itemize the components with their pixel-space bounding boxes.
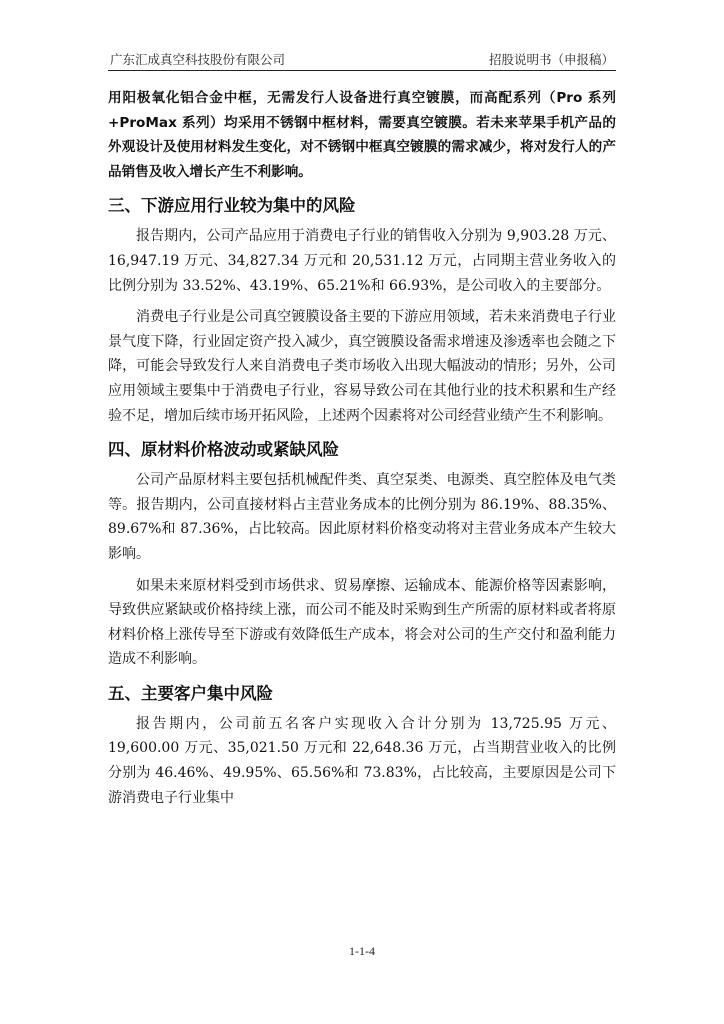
paragraph: 报告期内，公司产品应用于消费电子行业的销售收入分别为 9,903.28 万元、16,947.19 万元、34,827.34 万元和 20,531.12 万元，占同期主营业务收入的比例分别为 33.52%、43.19%、65.21%和 66.93%，是公司收入的主要部分。 bbox=[108, 228, 616, 294]
paragraph: 消费电子行业是公司真空镀膜设备主要的下游应用领域，若未来消费电子行业景气度下降，行业固定资产投入减少，真空镀膜设备需求增速及渗透率也会随之下降，可能会导致发行人来自消费电子类市场收入出现大幅波动的情形；另外，公司应用领域主要集中于消费电子行业，容易导致公司在其他行业的技术积累和生产经验不足，增加后续市场开拓风险，上述两个因素将对公司经营业绩产生不利影响。 bbox=[108, 309, 616, 424]
header-document-title: 招股说明书（申报稿） bbox=[488, 52, 614, 67]
page-header bbox=[108, 48, 616, 68]
document-body bbox=[108, 86, 616, 810]
page-number: 1-1-4 bbox=[349, 944, 375, 958]
paragraph: 如果未来原材料受到市场供求、贸易摩擦、运输成本、能源价格等因素影响，导致供应紧缺或价格持续上涨，而公司不能及时采购到生产所需的原材料或者将原材料价格上涨传导至下游或有效降低生产成本，将会对公司的生产交付和盈利能力造成不利影响。 bbox=[108, 577, 616, 668]
intro-bold-paragraph: 用阳极氧化铝合金中框，无需发行人设备进行真空镀膜，而高配系列（Pro 系列+ProMax 系列）均采用不锈钢中框材料，需要真空镀膜。若未来苹果手机产品的外观设计及使用材料发生变化，对不锈钢中框真空镀膜的需求减少，将对发行人的产品销售及收入增长产生不利影响。 bbox=[108, 90, 616, 180]
paragraph: 公司产品原材料主要包括机械配件类、真空泵类、电源类、真空腔体及电气类等。报告期内，公司直接材料占主营业务成本的比例分别为 86.19%、88.35%、89.67%和 87.36%，占比较高。因此原材料价格变动将对主营业务成本产生较大影响。 bbox=[108, 472, 616, 562]
paragraph: 报告期内，公司前五名客户实现收入合计分别为 13,725.95 万元、19,600.00 万元、35,021.50 万元和 22,648.36 万元，占当期营业收入的比例分别为 46.46%、49.95%、65.56%和 73.83%，占比较高，主要原因是公司下游消费电子行业集中 bbox=[108, 715, 616, 806]
section-heading-raw-material-risk: 四、原材料价格波动或紧缺风险 bbox=[108, 440, 339, 460]
section-heading-customer-concentration-risk: 五、主要客户集中风险 bbox=[108, 683, 273, 703]
header-company-name: 广东汇成真空科技股份有限公司 bbox=[110, 52, 286, 67]
header-divider bbox=[108, 70, 616, 71]
section-heading-downstream-risk: 三、下游应用行业较为集中的风险 bbox=[108, 196, 356, 216]
